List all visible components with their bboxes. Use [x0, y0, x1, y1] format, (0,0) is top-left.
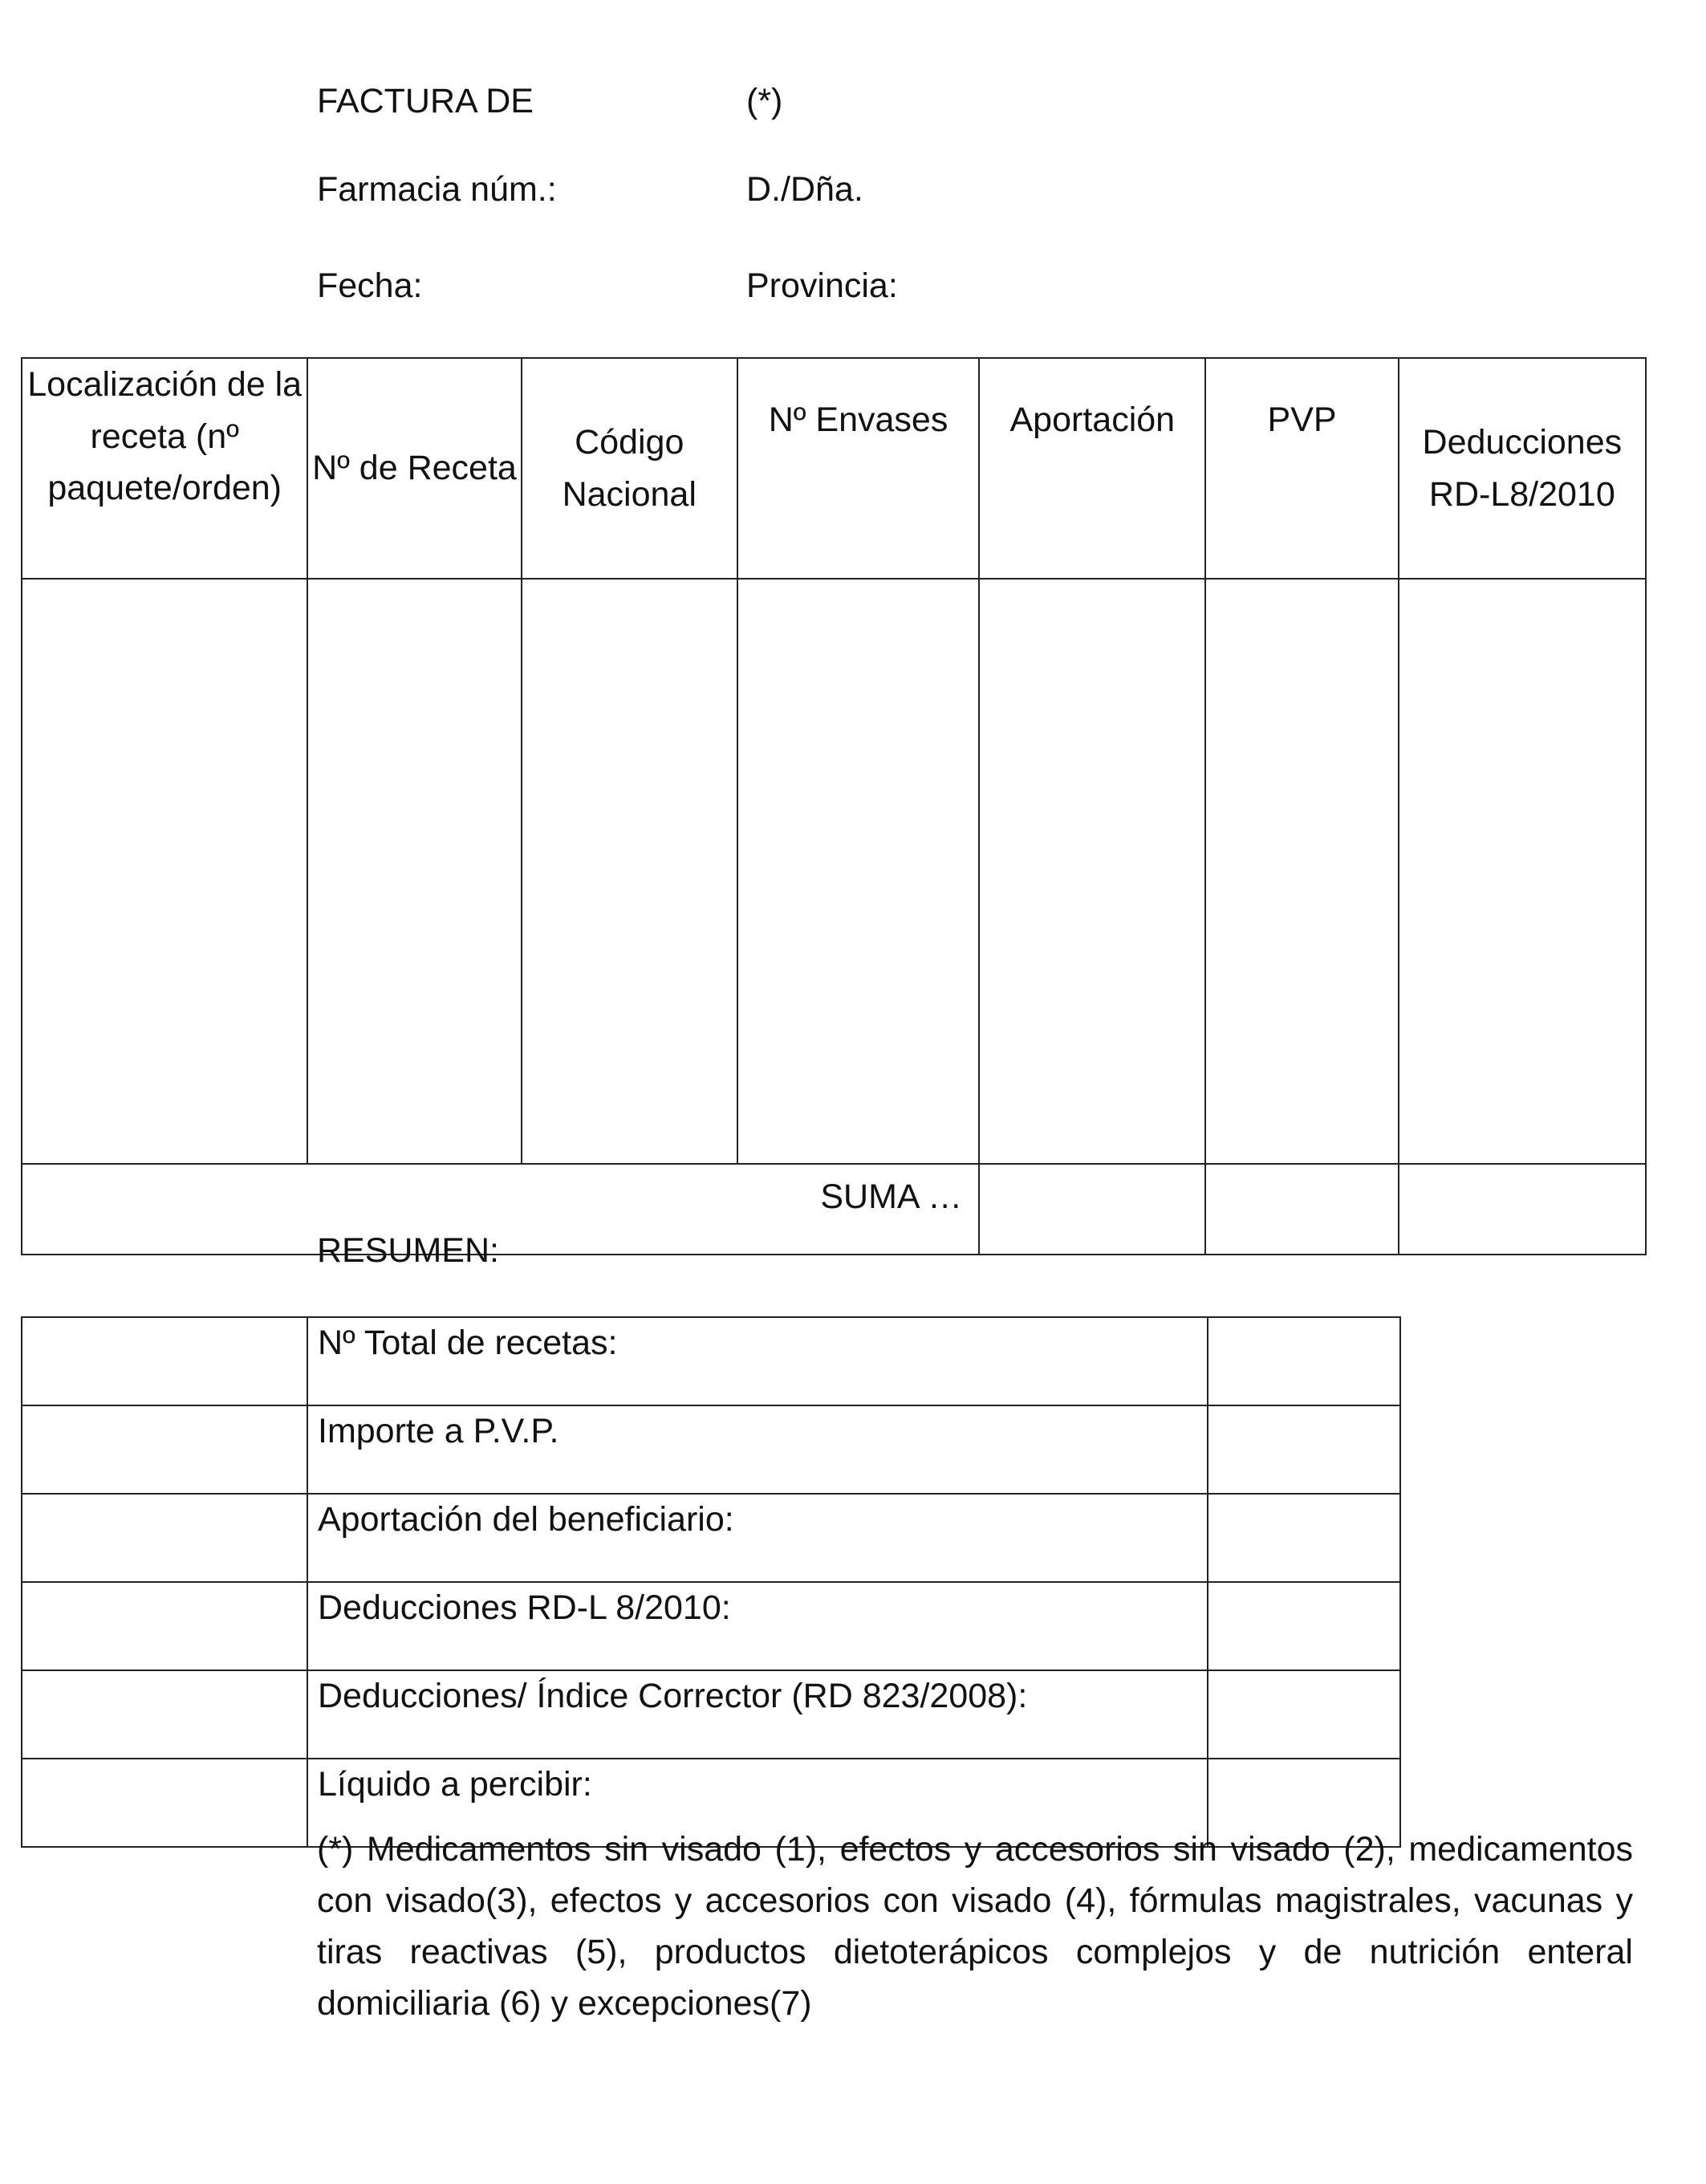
- summary-label: Nº Total de recetas:: [307, 1317, 1208, 1405]
- footnote: (*) Medicamentos sin visado (1), efectos y accesorios sin visado (2), medicamentos con visado(3), efectos y accesorios con visado (4), fórmulas magistrales, vacunas y tiras reactivas (5), productos dietoterápicos complejos y de nutrición enteral domiciliaria (6) y excepciones(7): [317, 1830, 1633, 2023]
- cell-localizacion[interactable]: [22, 579, 307, 1164]
- summary-label: Importe a P.V.P.: [307, 1405, 1208, 1494]
- summary-value-cell[interactable]: [1208, 1582, 1400, 1670]
- column-header-pvp: PVP: [1205, 358, 1398, 579]
- sum-pvp-cell[interactable]: [1205, 1164, 1398, 1255]
- summary-label: Aportación del beneficiario:: [307, 1494, 1208, 1582]
- provincia-label: Provincia:: [746, 266, 898, 305]
- summary-left-cell: [22, 1494, 307, 1582]
- summary-row: [22, 1670, 1400, 1759]
- summary-table: [21, 1316, 1401, 1848]
- column-header-codigo: Código Nacional: [522, 358, 737, 579]
- farmacia-label: Farmacia núm.:: [317, 170, 557, 209]
- invoice-table: [21, 357, 1647, 1255]
- summary-label: Deducciones/ Índice Corrector (RD 823/2008):: [307, 1670, 1208, 1759]
- sum-deducciones-cell[interactable]: [1399, 1164, 1646, 1255]
- cell-receta[interactable]: [307, 579, 521, 1164]
- resumen-title: RESUMEN:: [317, 1231, 499, 1270]
- column-header-envases: Nº Envases: [737, 358, 979, 579]
- summary-row: [22, 1317, 1400, 1405]
- cell-envases[interactable]: [737, 579, 979, 1164]
- cell-aportacion[interactable]: [979, 579, 1205, 1164]
- cell-codigo[interactable]: [522, 579, 737, 1164]
- summary-label: Deducciones RD-L 8/2010:: [307, 1582, 1208, 1670]
- summary-left-cell: [22, 1405, 307, 1494]
- summary-label: Líquido a percibir:: [307, 1759, 1208, 1847]
- summary-left-cell: [22, 1317, 307, 1405]
- titular-label: D./Dña.: [746, 170, 863, 209]
- sum-row: [22, 1164, 1646, 1255]
- summary-value-cell[interactable]: [1208, 1670, 1400, 1759]
- invoice-header-row: [22, 358, 1646, 579]
- column-header-aportacion: Aportación: [979, 358, 1205, 579]
- cell-pvp[interactable]: [1205, 579, 1398, 1164]
- summary-value-cell[interactable]: [1208, 1317, 1400, 1405]
- column-header-deducciones: Deducciones RD-L8/2010: [1399, 358, 1646, 579]
- asterisk-label: (*): [746, 82, 783, 120]
- summary-row: [22, 1494, 1400, 1582]
- factura-label: FACTURA DE: [317, 82, 534, 120]
- table-row: [22, 579, 1646, 1164]
- summary-left-cell: [22, 1759, 307, 1847]
- column-header-receta: Nº de Receta: [307, 358, 521, 579]
- summary-left-cell: [22, 1582, 307, 1670]
- column-header-localizacion: Localización de la receta (nº paquete/orden): [22, 358, 307, 579]
- sum-label: SUMA …: [22, 1164, 979, 1255]
- summary-row: [22, 1405, 1400, 1494]
- summary-row: [22, 1582, 1400, 1670]
- summary-left-cell: [22, 1670, 307, 1759]
- summary-value-cell[interactable]: [1208, 1494, 1400, 1582]
- sum-aportacion-cell[interactable]: [979, 1164, 1205, 1255]
- cell-deducciones[interactable]: [1399, 579, 1646, 1164]
- fecha-label: Fecha:: [317, 266, 423, 305]
- summary-value-cell[interactable]: [1208, 1405, 1400, 1494]
